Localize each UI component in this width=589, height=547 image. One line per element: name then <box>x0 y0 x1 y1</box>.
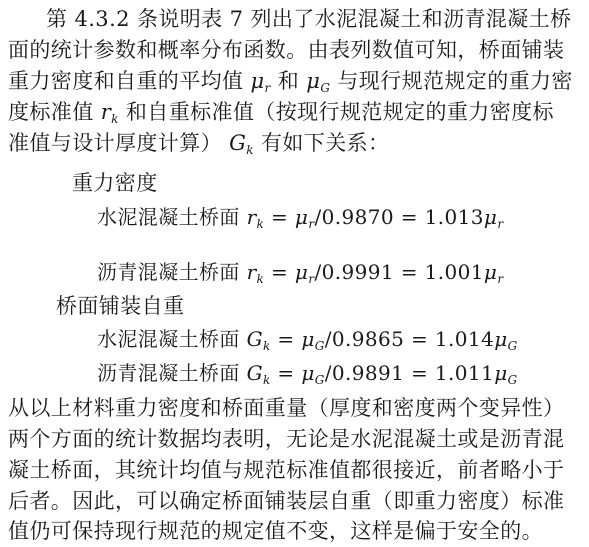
eq-mu: = $\mu_G$ <box>277 327 325 353</box>
mu-g-symbol: $\mu_G$ <box>306 69 331 95</box>
eq-divisor: /0.9870 = 1.013 <box>314 205 484 229</box>
eq-label: 水泥混凝土桥面 <box>97 205 240 229</box>
equation-weight-cement <box>97 326 518 352</box>
g-k-symbol: $G_k$ <box>229 131 254 157</box>
eq-lhs: $G_k$ <box>246 361 271 387</box>
heading-density: 重力密度 <box>72 171 158 195</box>
paragraph-1-line-2: 面的统计参数和概率分布函数。由表列数值可知，桥面铺装 <box>8 38 565 62</box>
eq-label: 沥青混凝土桥面 <box>97 260 240 284</box>
eq-divisor: /0.9991 = 1.001 <box>314 260 484 284</box>
paragraph-1-line-4 <box>8 99 554 125</box>
line-3-and: 和 <box>277 69 300 93</box>
eq-rhs: $\mu_r$ <box>483 260 504 286</box>
paragraph-2-line-5: 值仍可保持现行规范的规定值不变，这样是偏于安全的。 <box>8 519 543 543</box>
eq-rhs: $\mu_r$ <box>483 205 504 231</box>
eq-mu: = $\mu_r$ <box>270 205 315 231</box>
eq-mu: = $\mu_G$ <box>277 361 325 387</box>
paragraph-2-line-2: 两个方面的统计数据均表明，无论是水泥混凝土或是沥青混 <box>8 427 565 451</box>
line-5-text-before: 准值与设计厚度计算） <box>8 131 222 155</box>
heading-weight: 桥面铺装自重 <box>56 294 185 318</box>
paragraph-1-line-1: 第 4.3.2 条说明表 7 列出了水泥混凝土和沥青混凝土桥 <box>46 7 572 31</box>
line-3-text-after: 与现行规范规定的重力密 <box>337 69 573 93</box>
paragraph-1-line-3 <box>8 68 573 94</box>
equation-weight-asphalt <box>97 360 518 386</box>
eq-lhs: $r_k$ <box>246 205 265 231</box>
mu-r-symbol: $\mu_r$ <box>250 69 271 95</box>
equation-density-asphalt <box>97 259 503 285</box>
line-5-text-after: 有如下关系： <box>261 131 390 155</box>
eq-divisor: /0.9891 = 1.011 <box>324 361 495 385</box>
line-4-text-before: 度标准值 <box>8 100 94 124</box>
paragraph-2-line-1: 从以上材料重力密度和桥面重量（厚度和密度两个变异性） <box>8 396 565 420</box>
r-k-symbol: $r_k$ <box>100 100 119 126</box>
eq-label: 沥青混凝土桥面 <box>97 361 240 385</box>
eq-divisor: /0.9865 = 1.014 <box>324 327 495 351</box>
paragraph-2-line-4: 后者。因此，可以确定桥面铺装层自重（即重力密度）标准 <box>8 489 565 513</box>
eq-label: 水泥混凝土桥面 <box>97 327 240 351</box>
line-4-text-after: 和自重标准值（按现行规范规定的重力密度标 <box>125 100 554 124</box>
equation-density-cement <box>97 204 503 230</box>
eq-lhs: $r_k$ <box>246 260 265 286</box>
paragraph-1-line-5 <box>8 130 389 156</box>
line-3-text-before: 重力密度和自重的平均值 <box>8 69 244 93</box>
paragraph-2-line-3: 凝土桥面，其统计均值与规范标准值都很接近，前者略小于 <box>8 458 565 482</box>
eq-lhs: $G_k$ <box>246 327 271 353</box>
eq-rhs: $\mu_G$ <box>494 327 518 353</box>
eq-rhs: $\mu_G$ <box>494 361 518 387</box>
eq-mu: = $\mu_r$ <box>270 260 315 286</box>
